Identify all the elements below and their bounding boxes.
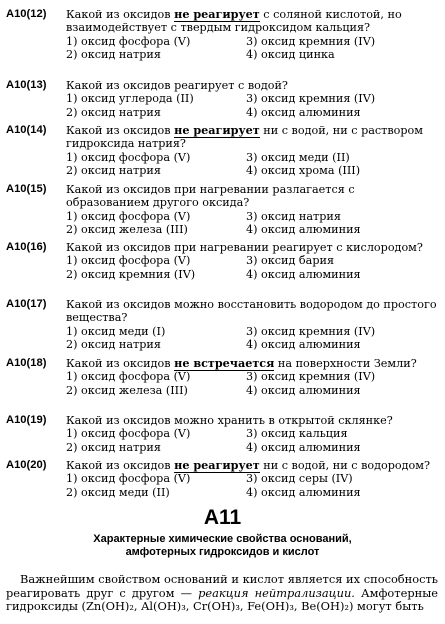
question-header: [6, 298, 437, 325]
emphasized-negation: не реагирует: [174, 458, 260, 472]
stem-text: Какой из оксидов: [66, 8, 175, 21]
question-block: [6, 357, 437, 397]
answer-option: 1) оксид фосфора (V): [66, 427, 191, 441]
stem-text: на поверхности Земли?: [274, 357, 417, 370]
answer-option: 3) оксид серы (IV): [246, 472, 353, 486]
answer-option: 1) оксид фосфора (V): [66, 472, 191, 486]
answer-option: 1) оксид меди (I): [66, 324, 166, 338]
answer-option: 3) оксид кремния (IV): [246, 324, 376, 338]
answer-option: 1) оксид фосфора (V): [66, 150, 191, 164]
stem-text: Какой из оксидов при нагревании разлагается с образованием другого оксида?: [66, 183, 355, 210]
answer-options: [66, 151, 437, 178]
question-block: [6, 459, 437, 499]
answer-option: 3) оксид меди (II): [246, 150, 350, 164]
question-number: A10(20): [6, 459, 47, 471]
answer-option: 2) оксид натрия: [66, 105, 161, 119]
emphasized-negation: не реагирует: [174, 123, 260, 137]
question-number: A10(16): [6, 241, 47, 253]
answer-option: 3) оксид натрия: [246, 209, 341, 223]
question-header: [6, 414, 437, 427]
stem-text: ни с водой, ни с раствором гидроксида натрия?: [66, 124, 423, 151]
question-block: [6, 183, 437, 237]
stem-text: Какой из оксидов: [66, 459, 175, 472]
question-number: A10(14): [6, 124, 47, 136]
section-subtitle-line2: амфотерных гидроксидов и кислот: [125, 546, 320, 558]
question-block: [6, 414, 437, 454]
answer-option: 2) оксид железа (III): [66, 223, 188, 237]
answer-option: 1) оксид фосфора (V): [66, 209, 191, 223]
question-number: A10(18): [6, 357, 47, 369]
answer-option: 4) оксид хрома (III): [246, 164, 361, 178]
answer-option: 3) оксид кремния (IV): [246, 34, 376, 48]
answer-options: [66, 370, 437, 397]
answer-option: 4) оксид алюминия: [246, 485, 361, 499]
question-block: [6, 298, 437, 352]
answer-option: 4) оксид алюминия: [246, 267, 361, 281]
answer-option: 4) оксид алюминия: [246, 105, 361, 119]
answer-option: 2) оксид натрия: [66, 338, 161, 352]
question-stem: [66, 357, 437, 370]
question-header: [6, 79, 437, 92]
body-text-before: Важнейшим свойством оснований и кислот является их способность реагировать друг с другом —: [6, 572, 438, 600]
answer-options: [66, 472, 437, 499]
stem-text: Какой из оксидов можно хранить в открытой склянке?: [66, 414, 393, 427]
stem-text: с соляной кислотой, но взаимодействует с твердым гидроксидом кальция?: [66, 8, 402, 35]
question-header: [6, 459, 437, 472]
answer-options: [66, 92, 437, 119]
answer-option: 3) оксид бария: [246, 254, 335, 268]
answer-option: 1) оксид фосфора (V): [66, 254, 191, 268]
question-number: A10(12): [6, 8, 47, 20]
question-stem: [66, 241, 437, 254]
answer-option: 3) оксид кремния (IV): [246, 92, 376, 106]
answer-option: 2) оксид натрия: [66, 440, 161, 454]
stem-text: Какой из оксидов: [66, 357, 175, 370]
section-subtitle: [0, 533, 445, 559]
answer-option: 2) оксид железа (III): [66, 383, 188, 397]
question-header: [6, 8, 437, 35]
emphasized-negation: не встречается: [174, 356, 275, 370]
body-paragraph: [6, 573, 438, 614]
answer-option: 4) оксид алюминия: [246, 383, 361, 397]
stem-text: Какой из оксидов: [66, 124, 175, 137]
stem-text: Какой из оксидов реагирует с водой?: [66, 79, 288, 92]
question-number: A10(15): [6, 183, 47, 195]
question-number: A10(13): [6, 79, 47, 91]
question-block: [6, 241, 437, 281]
answer-options: [66, 210, 437, 237]
question-block: [6, 124, 437, 178]
answer-option: 3) оксид кальция: [246, 427, 348, 441]
answer-option: 2) оксид натрия: [66, 48, 161, 62]
question-stem: [66, 459, 437, 472]
answer-options: [66, 35, 437, 62]
body-text-after: Амфотерные гидроксиды (Zn(OH)₂, Al(OH)₃, Cr(OH)₃, Fe(OH)₃, Be(OH)₂) могут быть: [6, 585, 439, 614]
section-subtitle-line1: Характерные химические свойства оснований,: [93, 533, 352, 545]
answer-options: [66, 325, 437, 352]
question-stem: [66, 79, 437, 92]
question-number: A10(19): [6, 414, 47, 426]
section-title: A11: [203, 506, 242, 529]
stem-text: Какой из оксидов при нагревании реагирует с кислородом?: [66, 241, 423, 254]
answer-option: 1) оксид фосфора (V): [66, 370, 191, 384]
question-header: [6, 357, 437, 370]
question-number: A10(17): [6, 298, 47, 310]
answer-option: 2) оксид кремния (IV): [66, 267, 196, 281]
answer-options: [66, 427, 437, 454]
question-stem: [66, 183, 437, 210]
question-header: [6, 241, 437, 254]
answer-options: [66, 254, 437, 281]
answer-option: 2) оксид меди (II): [66, 485, 170, 499]
question-stem: [66, 298, 437, 325]
stem-text: Какой из оксидов можно восстановить водородом до простого вещества?: [66, 298, 437, 325]
answer-option: 4) оксид алюминия: [246, 338, 361, 352]
question-header: [6, 124, 437, 151]
stem-text: ни с водой, ни с водородом?: [259, 459, 430, 472]
answer-option: 2) оксид натрия: [66, 164, 161, 178]
answer-option: 4) оксид цинка: [246, 48, 335, 62]
answer-option: 4) оксид алюминия: [246, 223, 361, 237]
emphasized-negation: не реагирует: [174, 7, 260, 21]
question-block: [6, 79, 437, 119]
answer-option: 4) оксид алюминия: [246, 440, 361, 454]
question-header: [6, 183, 437, 210]
answer-option: 1) оксид углерода (II): [66, 92, 194, 106]
question-stem: [66, 8, 437, 35]
question-block: [6, 8, 437, 62]
question-stem: [66, 124, 437, 151]
question-stem: [66, 414, 437, 427]
body-italic-term: реакция нейтрализации.: [198, 585, 355, 600]
answer-option: 1) оксид фосфора (V): [66, 34, 191, 48]
answer-option: 3) оксид кремния (IV): [246, 370, 376, 384]
